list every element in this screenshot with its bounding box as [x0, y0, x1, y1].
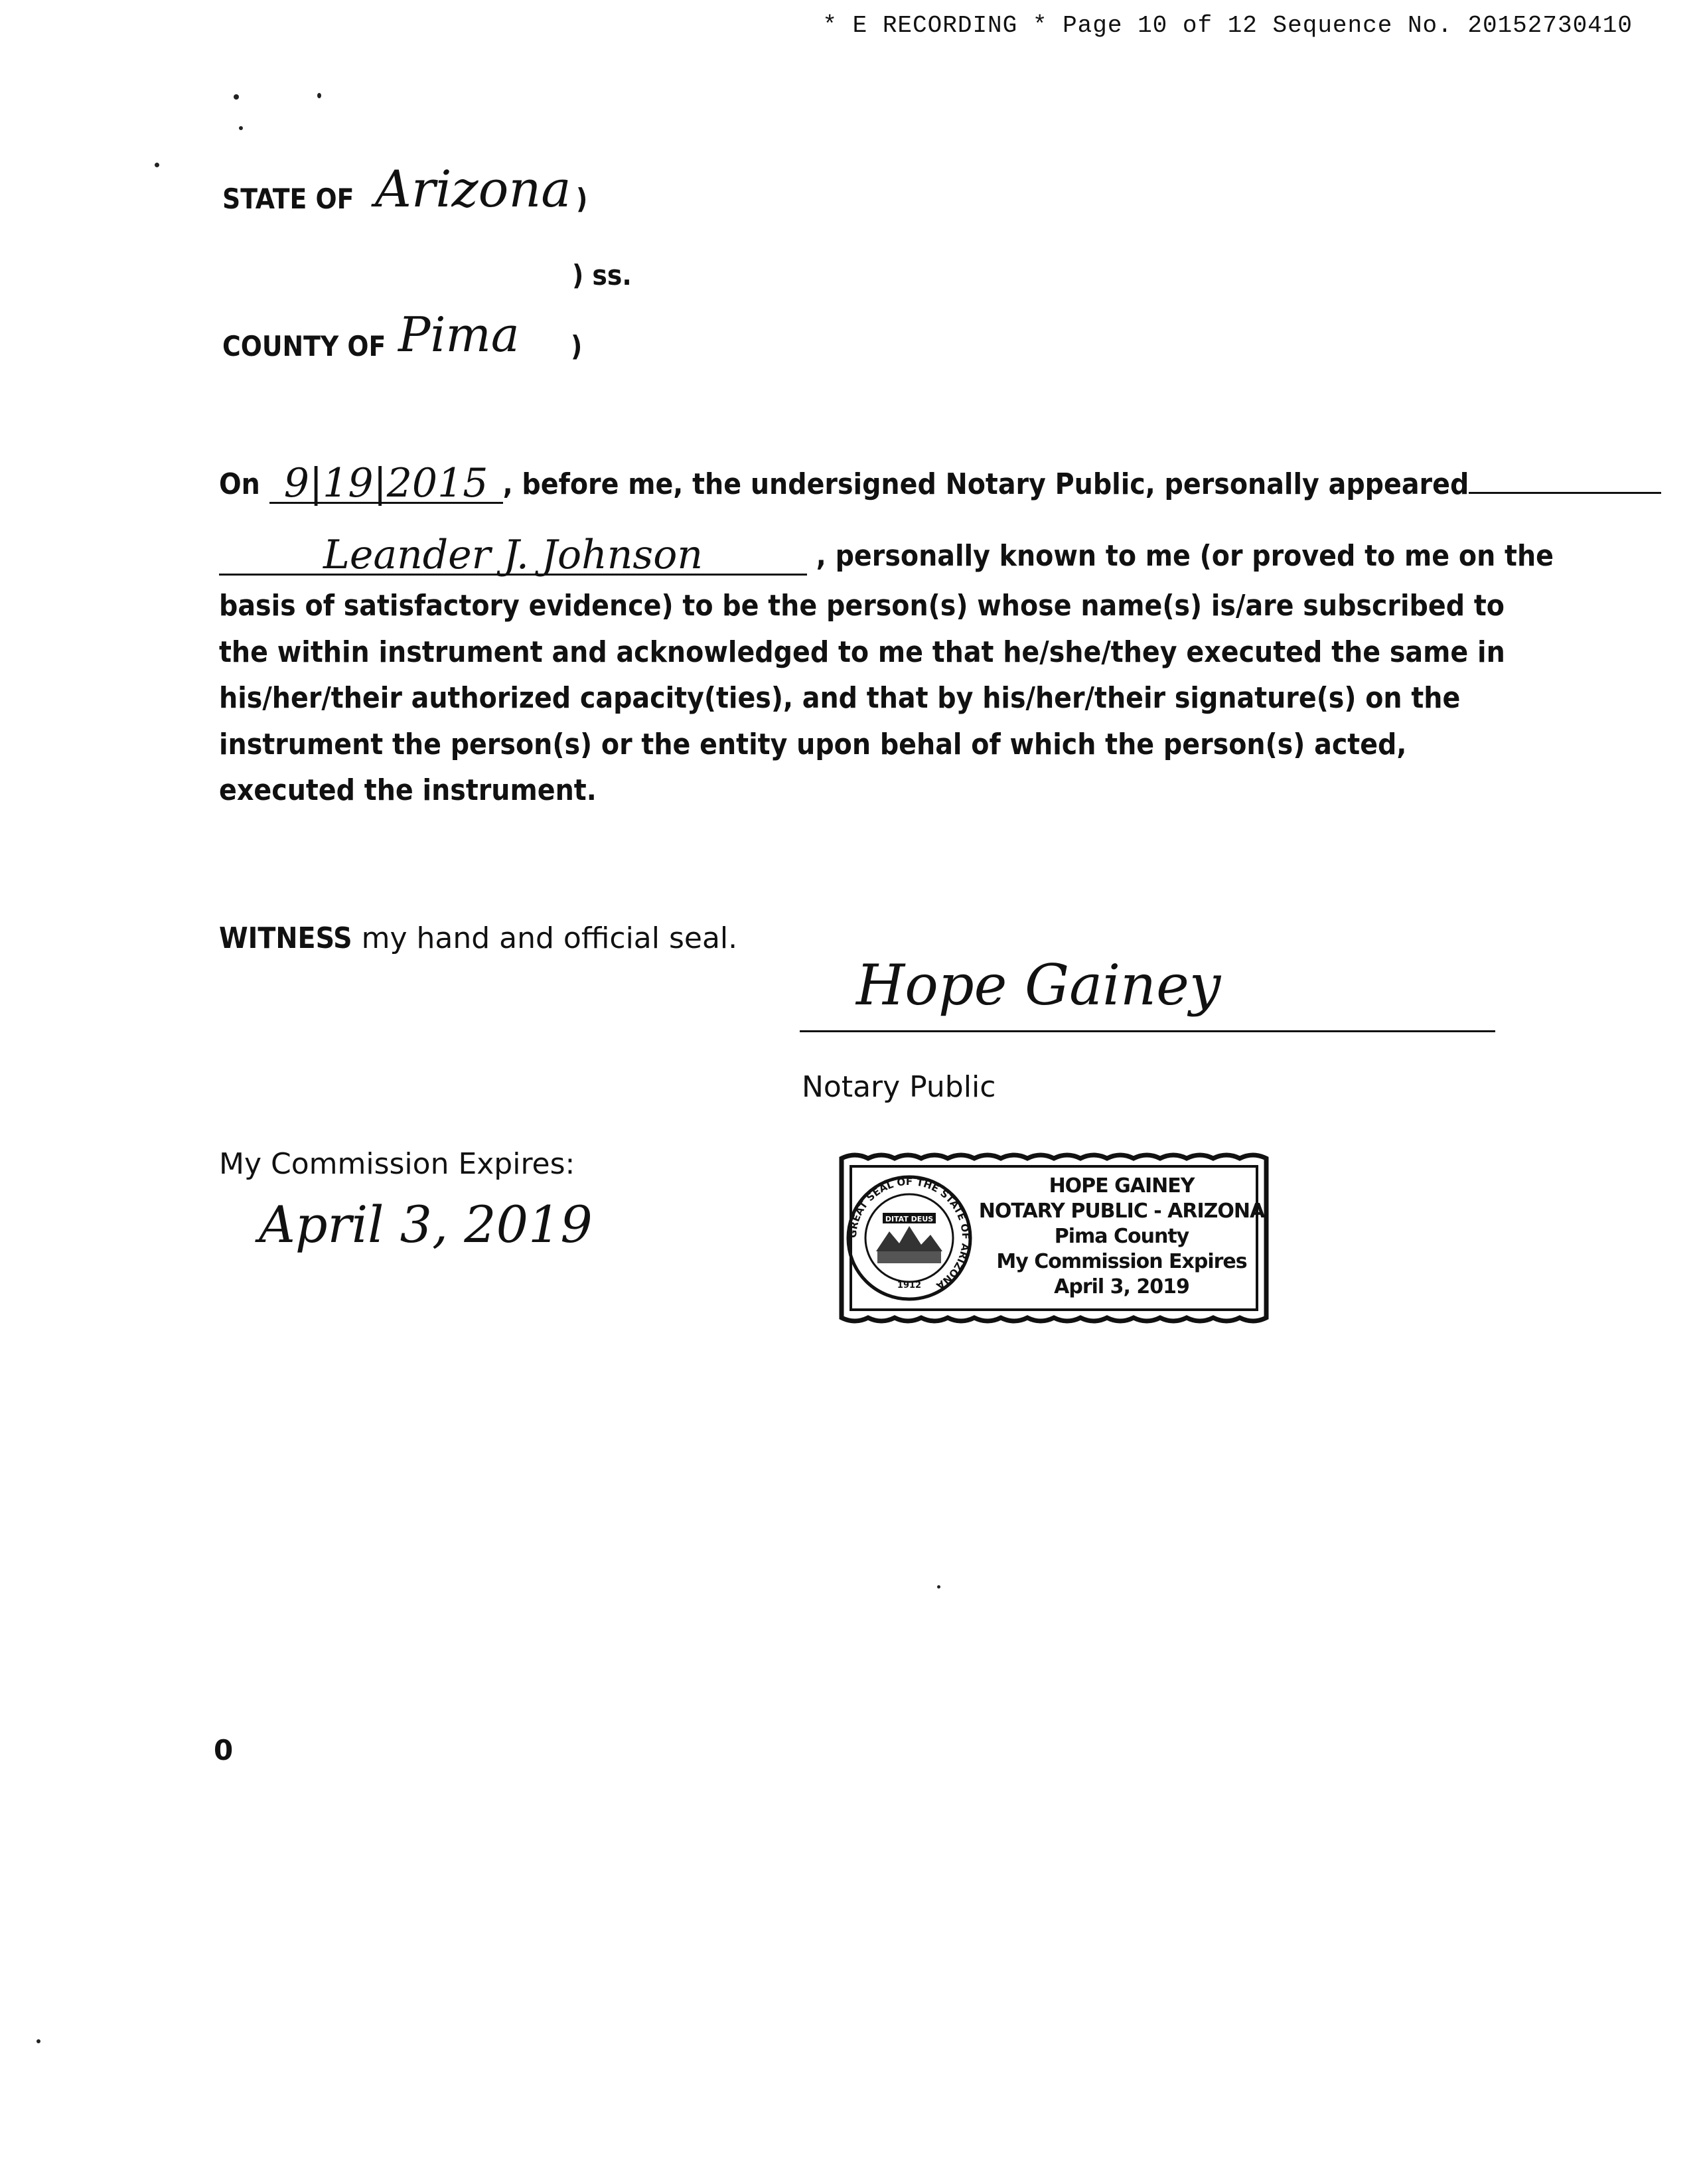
signature-line	[800, 1030, 1495, 1032]
state-paren: )	[576, 183, 588, 215]
seal-ground	[877, 1251, 941, 1263]
commission-label: My Commission Expires:	[219, 1147, 575, 1181]
county-handwritten: Pima	[398, 307, 520, 362]
acknowledgment-line-1	[219, 460, 1513, 507]
acknowledgment-line-2	[219, 532, 1554, 578]
witness-bold: WITNESS	[219, 921, 352, 955]
ss-label: ) ss.	[572, 259, 632, 291]
scan-speck	[37, 2039, 40, 2043]
stamp-line-title: NOTARY PUBLIC - ARIZONA	[978, 1200, 1265, 1223]
after-name-text: , personally known to me (or proved to me on the	[816, 539, 1554, 573]
stamp-line-name: HOPE GAINEY	[1049, 1174, 1195, 1198]
acknowledgment-body: basis of satisfactory evidence) to be the person(s) whose name(s) is/are subscribed to the within instrument and acknowledged to me that he/she/they executed the same in his/her/their authorized capacity(ties), and that by his/her/their signature(s) on the instrument the person(s) or the entity upon behal of which the person(s) acted, executed the instrument.	[219, 589, 1505, 807]
scan-speck	[155, 163, 159, 167]
stamp-line-county: Pima County	[1054, 1225, 1189, 1248]
state-handwritten: Arizona	[375, 159, 571, 218]
notary-public-label: Notary Public	[802, 1070, 996, 1104]
blank-line	[1469, 491, 1661, 494]
seal-ring-path: GREAT SEAL OF THE STATE OF ARIZONA	[846, 1175, 972, 1292]
seal-mountains	[876, 1226, 942, 1251]
recording-header: * E RECORDING * Page 10 of 12 Sequence No. 20152730410	[822, 12, 1633, 39]
commission-date-handwritten: April 3, 2019	[259, 1195, 593, 1254]
on-prefix: On	[219, 467, 260, 501]
witness-rest: my hand and official seal.	[352, 921, 738, 955]
scan-speck	[937, 1585, 940, 1589]
county-label: COUNTY OF	[222, 330, 386, 362]
stamp-line-expires-date: April 3, 2019	[1054, 1275, 1189, 1298]
seal-motto: DITAT DEUS	[885, 1215, 934, 1223]
after-date-text: , before me, the undersigned Notary Public, personally appeared	[502, 467, 1469, 501]
seal-year: 1912	[897, 1281, 922, 1290]
state-label: STATE OF	[222, 183, 354, 215]
county-paren: )	[571, 330, 583, 362]
scan-speck	[239, 126, 243, 130]
stamp-line-expires-label: My Commission Expires	[996, 1250, 1247, 1273]
page-mark: 0	[214, 1734, 234, 1766]
person-name-handwritten: Leander J. Johnson	[219, 536, 807, 576]
stamp-text-block	[976, 1174, 1268, 1300]
scan-speck	[317, 93, 321, 98]
notary-signature: Hope Gainey	[856, 953, 1221, 1018]
date-handwritten: 9|19|2015	[269, 465, 503, 504]
witness-line	[219, 921, 737, 955]
scan-speck	[234, 94, 239, 100]
